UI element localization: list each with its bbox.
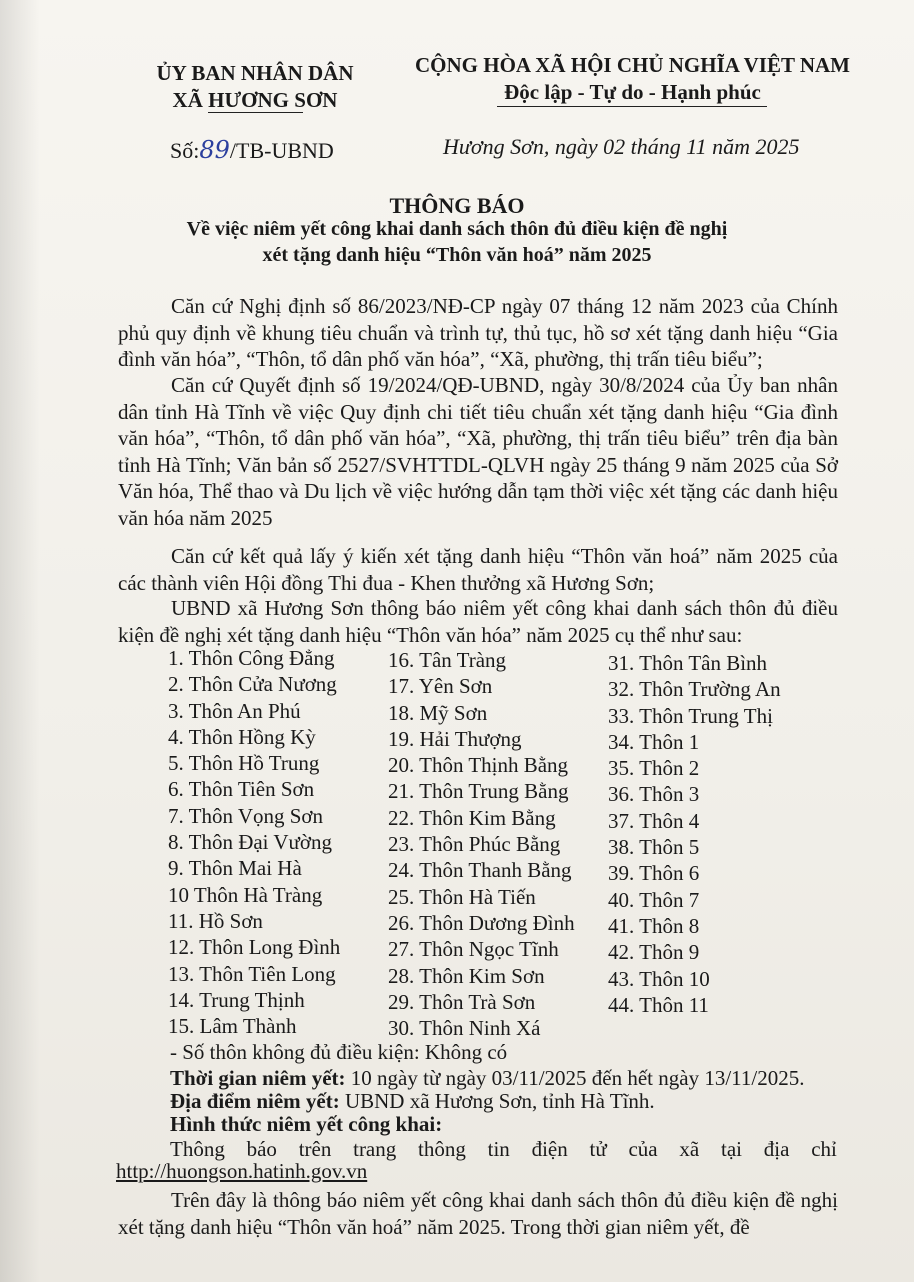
doc-number-handwritten: 89 (199, 136, 230, 164)
national-header (410, 52, 855, 106)
list-item: 13. Thôn Tiên Long (168, 961, 336, 986)
not-qualified-line: - Số thôn không đủ điều kiện: Không có (170, 1040, 508, 1064)
posting-time-value: 10 ngày từ ngày 03/11/2025 đến hết ngày 13/11/2025. (345, 1066, 805, 1090)
list-item: 43. Thôn 10 (608, 966, 710, 991)
list-item: 21. Thôn Trung Bằng (388, 779, 569, 804)
list-item: 33. Thôn Trung Thị (608, 703, 773, 728)
list-item: 20. Thôn Thịnh Bằng (388, 753, 569, 778)
notice-word: chỉ (811, 1137, 837, 1161)
notice-word: tin (487, 1137, 510, 1161)
document-number (170, 136, 334, 164)
list-item: 11. Hồ Sơn (168, 908, 263, 933)
list-item: 10 Thôn Hà Tràng (168, 882, 323, 907)
notice-word: của (628, 1137, 658, 1161)
list-item: 16. Tân Tràng (388, 648, 507, 672)
issuer-underline (208, 112, 303, 113)
issuer-line2: XÃ HƯƠNG SƠN (172, 88, 338, 112)
notice-word: báo (246, 1137, 277, 1161)
issuer-line1: ỦY BAN NHÂN DÂN (156, 61, 354, 85)
doc-number-prefix: Số: (170, 138, 200, 163)
list-item: 8. Thôn Đại Vường (168, 830, 333, 855)
list-item: 25. Thôn Hà Tiến (388, 884, 536, 909)
website-link[interactable]: http://huongson.hatinh.gov.vn (116, 1159, 368, 1183)
posting-place-value: UBND xã Hương Sơn, tỉnh Hà Tĩnh. (339, 1089, 655, 1113)
notice-word: tử (589, 1137, 607, 1161)
list-item: 27. Thôn Ngọc Tĩnh (388, 937, 559, 962)
motto-underline (497, 106, 767, 107)
notice-word: tại (721, 1137, 742, 1161)
list-item: 9. Thôn Mai Hà (168, 856, 302, 881)
notice-word: địa (763, 1137, 790, 1161)
list-item: 44. Thôn 11 (608, 992, 709, 1017)
list-item: 24. Thôn Thanh Bằng (388, 858, 572, 883)
paragraph-council: Căn cứ kết quả lấy ý kiến xét tặng danh hiệu “Thôn văn hoá” năm 2025 của các thành viên Hội đồng Thi đua - Khen thưởng xã Hương Sơn; (118, 544, 838, 595)
village-list-col3 (608, 650, 781, 1018)
list-item: 2. Thôn Cửa Nương (168, 672, 337, 697)
document-title: THÔNG BÁO (389, 193, 525, 218)
issuer-header (150, 60, 360, 114)
list-item: 4. Thôn Hồng Kỳ (168, 724, 316, 749)
list-item: 31. Thôn Tân Bình (608, 651, 768, 675)
notice-line (170, 1137, 837, 1161)
village-list-col2 (388, 647, 575, 1041)
list-item: 22. Thôn Kim Bằng (388, 805, 556, 830)
list-item: 19. Hải Thượng (388, 726, 522, 751)
list-item: 39. Thôn 6 (608, 861, 700, 886)
list-item: 32. Thôn Trường An (608, 677, 781, 702)
notice-word: Thông (170, 1137, 225, 1161)
notice-word: điện (531, 1137, 568, 1161)
date-place: Hương Sơn, ngày 02 tháng 11 năm 2025 (443, 134, 800, 159)
posting-place-label: Địa điểm niêm yết: (170, 1089, 340, 1113)
list-item: 29. Thôn Trà Sơn (388, 989, 536, 1014)
list-item: 41. Thôn 8 (608, 913, 700, 938)
list-item: 18. Mỹ Sơn (388, 700, 488, 725)
document-subject-line1: Về việc niêm yết công khai danh sách thôn đủ điều kiện đề nghị (186, 218, 728, 240)
paragraph-decree: Căn cứ Nghị định số 86/2023/NĐ-CP ngày 07 tháng 12 năm 2023 của Chính phủ quy định về khung tiêu chuẩn và trình tự, thủ tục, hồ sơ xét tặng danh hiệu “Gia đình văn hóa”, “Thôn, tổ dân phố văn hóa”, “Xã, phường, thị trấn tiêu biểu”; (118, 294, 838, 371)
list-item: 35. Thôn 2 (608, 756, 700, 781)
posting-time-line (170, 1066, 804, 1090)
posting-place-line (170, 1089, 655, 1113)
notice-word: trang (353, 1137, 397, 1161)
list-item: 26. Thôn Dương Đình (388, 910, 575, 935)
posting-form-label: Hình thức niêm yết công khai: (170, 1112, 443, 1136)
list-item: 15. Lâm Thành (168, 1014, 297, 1039)
list-item: 36. Thôn 3 (608, 782, 700, 807)
list-item: 7. Thôn Vọng Sơn (168, 803, 324, 828)
list-item: 17. Yên Sơn (388, 674, 493, 699)
list-item: 37. Thôn 4 (608, 808, 700, 833)
notice-word: trên (298, 1137, 332, 1161)
closing-paragraph: Trên đây là thông báo niêm yết công khai danh sách thôn đủ điều kiện đề nghị xét tặng danh hiệu “Thôn văn hoá” năm 2025. Trong thời gian niêm yết, đề (118, 1188, 838, 1239)
list-item: 30. Thôn Ninh Xá (388, 1016, 541, 1041)
national-motto: Độc lập - Tự do - Hạnh phúc (504, 80, 761, 104)
list-item: 12. Thôn Long Đình (168, 935, 341, 960)
list-item: 1. Thôn Công Đẳng (168, 646, 335, 670)
notice-word: xã (679, 1137, 700, 1161)
list-item: 42. Thôn 9 (608, 940, 700, 965)
posting-time-label: Thời gian niêm yết: (170, 1066, 346, 1090)
list-item: 34. Thôn 1 (608, 729, 700, 754)
document-subject-line2: xét tặng danh hiệu “Thôn văn hoá” năm 2025 (262, 244, 652, 266)
list-item: 14. Trung Thịnh (168, 987, 305, 1012)
notice-word: thông (418, 1137, 466, 1161)
paragraph-announcement: UBND xã Hương Sơn thông báo niêm yết công khai danh sách thôn đủ điều kiện đề nghị xét tặng danh hiệu “Thôn văn hóa” năm 2025 cụ thể như sau: (118, 596, 838, 647)
list-item: 3. Thôn An Phú (168, 698, 301, 723)
list-item: 38. Thôn 5 (608, 835, 700, 860)
paragraph-decision: Căn cứ Quyết định số 19/2024/QĐ-UBND, ngày 30/8/2024 của Ủy ban nhân dân tỉnh Hà Tĩnh về việc Quy định chi tiết tiêu chuẩn xét tặng danh hiệu “Gia đình văn hóa”, “Thôn, tổ dân phố văn hóa”, “Xã, phường, thị trấn tiêu biểu” trên địa bàn tỉnh Hà Tĩnh; Văn bản số 2527/SVHTTDL-QLVH ngày 25 tháng 9 năm 2025 của Sở Văn hóa, Thể thao và Du lịch về việc hướng dẫn tạm thời việc xét tặng các danh hiệu văn hóa năm 2025 (118, 373, 838, 530)
list-item: 40. Thôn 7 (608, 887, 700, 912)
national-title: CỘNG HÒA XÃ HỘI CHỦ NGHĨA VIỆT NAM (414, 53, 851, 77)
list-item: 6. Thôn Tiên Sơn (168, 777, 315, 802)
list-item: 5. Thôn Hồ Trung (168, 751, 320, 776)
village-list-col1 (168, 645, 340, 1039)
list-item: 28. Thôn Kim Sơn (388, 963, 545, 988)
doc-number-suffix: /TB-UBND (229, 138, 334, 163)
list-item: 23. Thôn Phúc Bằng (388, 832, 561, 857)
